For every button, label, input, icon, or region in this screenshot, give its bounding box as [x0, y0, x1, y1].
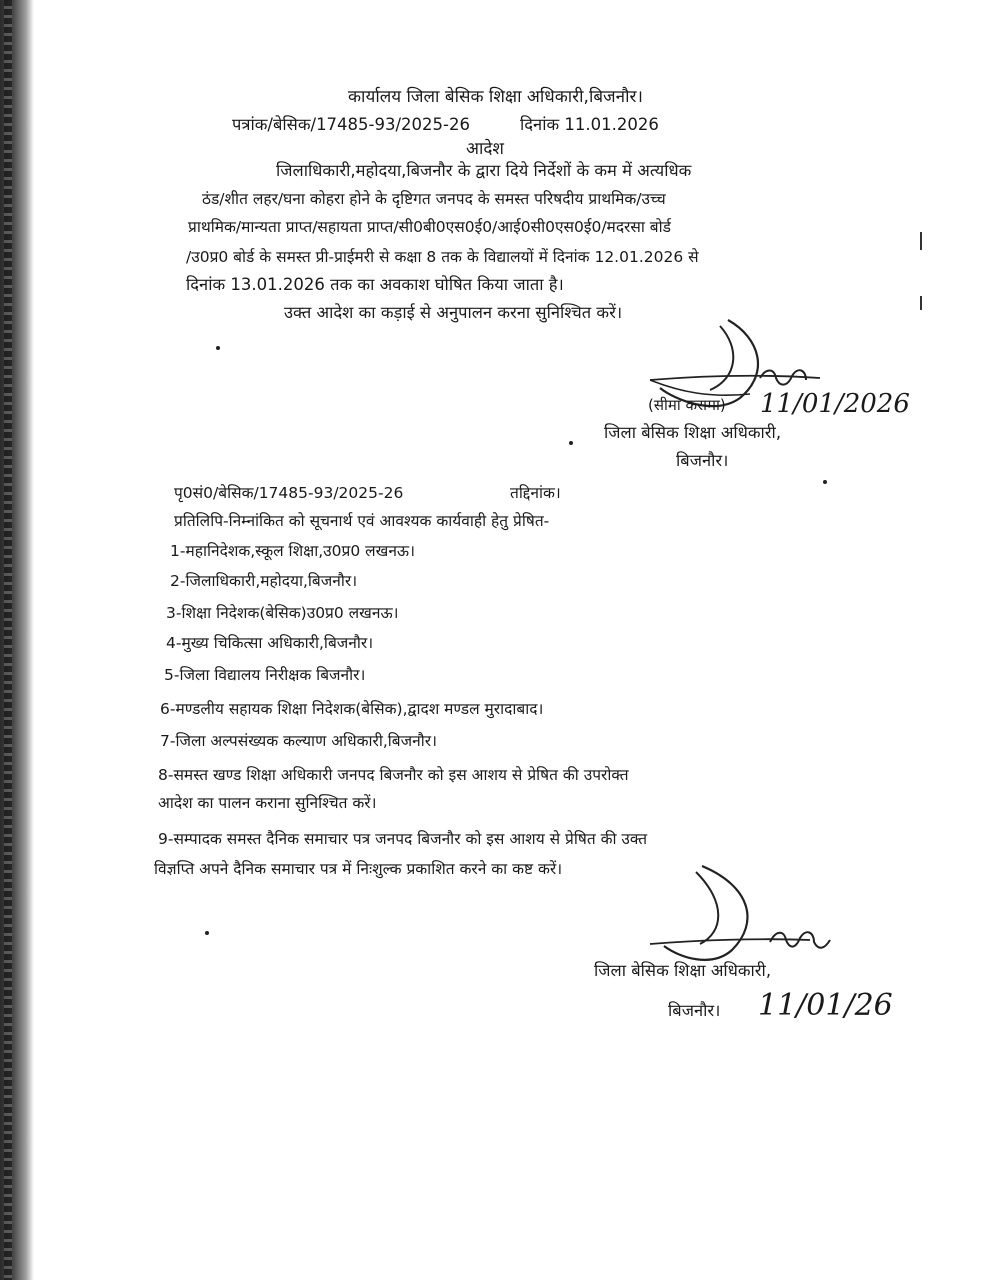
handwritten-date-1: 11/01/2026 — [760, 389, 910, 419]
reference-number: पत्रांक/बेसिक/17485-93/2025-26 — [232, 115, 471, 134]
copy-item-6: 6-मण्डलीय सहायक शिक्षा निदेशक(बेसिक),द्वादश मण्डल मुरादाबाद। — [160, 700, 544, 718]
copy-item-8-line-2: आदेश का पालन कराना सुनिश्चित करें। — [158, 794, 377, 812]
scan-mark — [920, 232, 922, 250]
order-line-4: /उ0प्र0 बोर्ड के समस्त प्री-प्राईमरी से कक्षा 8 तक के विद्यालयों में दिनांक 12.01.2026 से — [186, 248, 699, 266]
scan-mark — [920, 296, 922, 310]
copy-item-9-line-2: विज्ञप्ति अपने दैनिक समाचार पत्र में निःशुल्क प्रकाशित करने का कष्ट करें। — [154, 860, 563, 878]
scan-speck — [823, 480, 827, 484]
order-line-3: प्राथमिक/मान्यता प्राप्त/सहायता प्राप्त/सी0बी0एस0ई0/आई0सी0एस0ई0/मदरसा बोर्ड — [188, 218, 671, 236]
copy-item-4: 4-मुख्य चिकित्सा अधिकारी,बिजनौर। — [166, 634, 374, 652]
scan-speck — [216, 346, 220, 350]
copy-item-2: 2-जिलाधिकारी,महोदया,बिजनौर। — [170, 572, 358, 590]
order-line-1: जिलाधिकारी,महोदया,बिजनौर के द्वारा दिये निर्देशों के कम में अत्यधिक — [276, 161, 692, 180]
handwritten-date-2: 11/01/26 — [758, 988, 893, 1023]
scan-speck — [205, 931, 209, 935]
copy-item-7: 7-जिला अल्पसंख्यक कल्याण अधिकारी,बिजनौर। — [160, 732, 437, 750]
scan-speck — [569, 441, 573, 445]
signer-place-1: बिजनौर। — [676, 451, 729, 470]
order-title: आदेश — [466, 139, 504, 159]
compliance-line: उक्त आदेश का कड़ाई से अनुपालन करना सुनिश्चित करें। — [284, 303, 623, 322]
copy-item-3: 3-शिक्षा निदेशक(बेसिक)उ0प्र0 लखनऊ। — [166, 604, 399, 622]
copy-reference: पृ0सं0/बेसिक/17485-93/2025-26 — [174, 484, 404, 502]
signer-designation-2: जिला बेसिक शिक्षा अधिकारी, — [594, 961, 772, 980]
copy-date: तद्दिनांक। — [510, 484, 561, 502]
office-heading: कार्यालय जिला बेसिक शिक्षा अधिकारी,बिजनौर। — [348, 87, 643, 107]
signer-name-stamp: (सीमा करामा) — [648, 396, 726, 414]
copy-item-1: 1-महानिदेशक,स्कूल शिक्षा,उ0प्र0 लखनऊ। — [170, 542, 415, 560]
order-date: दिनांक 11.01.2026 — [520, 115, 659, 134]
signer-designation-1: जिला बेसिक शिक्षा अधिकारी, — [604, 423, 782, 442]
order-line-5: दिनांक 13.01.2026 तक का अवकाश घोषित किया जाता है। — [186, 275, 564, 294]
copy-intro: प्रतिलिपि-निम्नांकित को सूचनार्थ एवं आवश्यक कार्यवाही हेतु प्रेषित- — [174, 512, 550, 530]
order-line-2: ठंड/शीत लहर/घना कोहरा होने के दृष्टिगत जनपद के समस्त परिषदीय प्राथमिक/उच्च — [202, 190, 666, 208]
copy-item-8-line-1: 8-समस्त खण्ड शिक्षा अधिकारी जनपद बिजनौर को इस आशय से प्रेषित की उपरोक्त — [158, 766, 629, 784]
copy-item-9-line-1: 9-सम्पादक समस्त दैनिक समाचार पत्र जनपद बिजनौर को इस आशय से प्रेषित की उक्त — [158, 830, 648, 848]
copy-item-5: 5-जिला विद्यालय निरीक्षक बिजनौर। — [164, 666, 366, 684]
scan-edge-shadow — [0, 0, 34, 1280]
signer-place-2: बिजनौर। — [668, 1001, 721, 1020]
